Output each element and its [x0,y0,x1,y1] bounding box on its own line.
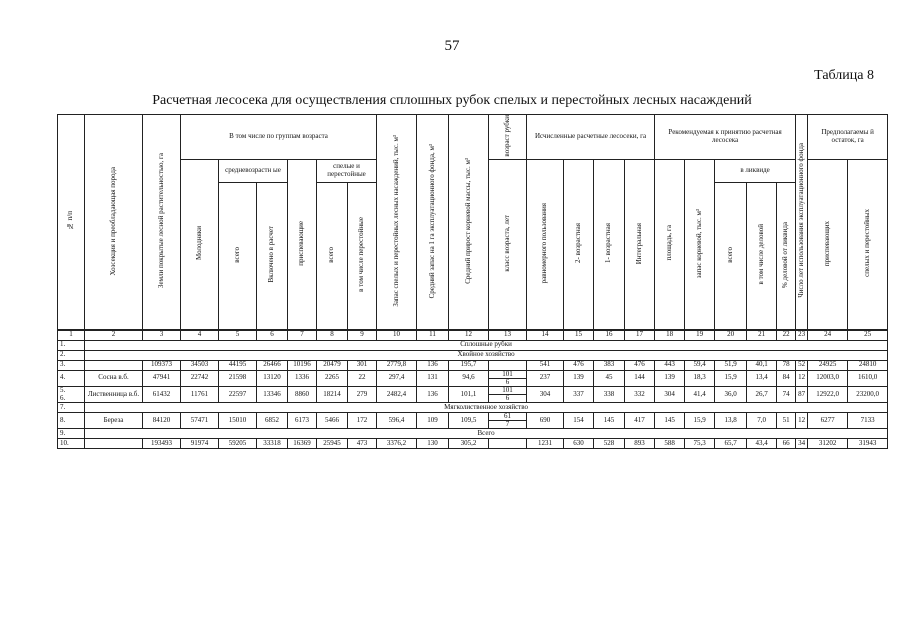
value-cell: 13,8 [715,413,747,429]
section-label: Всего [85,429,888,439]
header-remainder: Предполагаемы й остаток, га [808,115,888,160]
value-cell: 7,0 [747,413,777,429]
value-cell: 7133 [848,413,888,429]
value-cell: 237 [527,370,564,386]
header-avg-stock: Средний запас на 1 га эксплуатационного фонда, м³ [417,115,449,330]
value-cell: 13346 [257,386,288,402]
header-age-groups: В том числе по группам возраста [181,115,377,160]
header-liquid-total: всего [715,182,747,330]
value-cell: 18214 [317,386,348,402]
value-cell: 84120 [143,413,181,429]
age-class-cell [489,370,527,386]
column-number: 15 [564,330,594,341]
value-cell: 3376,2 [377,439,417,449]
species-cell: Лиственница в.б. [85,386,143,402]
value-cell: 26,7 [747,386,777,402]
value-cell: 8860 [288,386,317,402]
header-row-number: № п/п [58,115,85,330]
row-number: 9. [58,429,85,439]
value-cell: 1231 [527,439,564,449]
age-class-cell [489,439,527,449]
header-uniform-use: равномерного пользования [527,159,564,330]
value-cell: 109373 [143,360,181,370]
header-overmature: в том числе перестойные [348,182,377,330]
value-cell: 1336 [288,370,317,386]
age-class-cell [489,360,527,370]
value-cell: 476 [625,360,655,370]
table-row [58,360,888,370]
column-number: 18 [655,330,685,341]
value-cell: 12 [796,413,808,429]
header-forested-land: Земли покрытые лесной растительностью, га [143,115,181,330]
column-number: 13 [489,330,527,341]
header-one-age: 1- возрастная [594,159,625,330]
value-cell: 109,5 [449,413,489,429]
species-cell [85,439,143,449]
age-class-cell [489,413,527,429]
table-row [58,386,888,402]
section-row [58,350,888,360]
value-cell: 74 [777,386,796,402]
value-cell: 144 [625,370,655,386]
value-cell: 18,3 [685,370,715,386]
value-cell: 528 [594,439,625,449]
value-cell: 130 [417,439,449,449]
value-cell: 31943 [848,439,888,449]
row-number: 2. [58,350,85,360]
value-cell: 61432 [143,386,181,402]
value-cell: 588 [655,439,685,449]
value-cell: 443 [655,360,685,370]
value-cell: 66 [777,439,796,449]
value-cell: 15,9 [685,413,715,429]
value-cell: 34 [796,439,808,449]
value-cell: 13120 [257,370,288,386]
table-body [58,330,888,449]
value-cell: 145 [655,413,685,429]
column-number: 22 [777,330,796,341]
value-cell: 47941 [143,370,181,386]
column-number: 24 [808,330,848,341]
value-cell: 15,9 [715,370,747,386]
value-cell: 109 [417,413,449,429]
header-integral: Интегральная [625,159,655,330]
header-liquid-business: в том числе деловой [747,182,777,330]
table-label: Таблица 8 [814,68,874,83]
row-number: 3. [58,360,85,370]
value-cell: 20479 [317,360,348,370]
value-cell: 5466 [317,413,348,429]
value-cell: 338 [594,386,625,402]
value-cell: 59205 [219,439,257,449]
value-cell: 43,4 [747,439,777,449]
age-fraction [489,371,526,386]
column-number: 23 [796,330,808,341]
value-cell: 139 [655,370,685,386]
value-cell: 139 [564,370,594,386]
table-row [58,413,888,429]
column-number: 16 [594,330,625,341]
row-number: 7. [58,403,85,413]
value-cell: 6277 [808,413,848,429]
value-cell: 24925 [808,360,848,370]
header-two-age: 2- возрастная [564,159,594,330]
value-cell: 75,3 [685,439,715,449]
value-cell: 893 [625,439,655,449]
header-avg-growth: Средний прирост корневой массы, тыс. м³ [449,115,489,330]
age-fraction [489,387,526,402]
column-number: 17 [625,330,655,341]
allowable-cut-table [57,114,888,449]
header-mature-stock: Запас спелых и перестойных лесных насаждений, тыс. м³ [377,115,417,330]
section-row [58,340,888,350]
value-cell: 11761 [181,386,219,402]
section-row [58,403,888,413]
document-title: Расчетная лесосека для осуществления сплошных рубок спелых и перестойных лесных насаждений [152,93,752,108]
column-number: 6 [257,330,288,341]
header-calculated-cut: Исчисленные расчетные лесосеки, га [527,115,655,160]
value-cell: 24810 [848,360,888,370]
header-cutting-age: возраст рубки [489,115,527,160]
column-number: 9 [348,330,377,341]
value-cell: 84 [777,370,796,386]
species-cell: Береза [85,413,143,429]
header-years-of-use: Число лет использования эксплуатационного фонда [796,115,808,330]
row-number: 1. [58,340,85,350]
value-cell: 332 [625,386,655,402]
value-cell: 44195 [219,360,257,370]
value-cell: 65,7 [715,439,747,449]
header-age-class: класс возраста, лет [489,159,527,330]
header-maturing: приспевающие [288,159,317,330]
species-cell [85,360,143,370]
value-cell: 172 [348,413,377,429]
value-cell: 383 [594,360,625,370]
value-cell: 1610,0 [848,370,888,386]
column-number: 25 [848,330,888,341]
row-number: 8. [58,413,85,429]
header-liquid: в ликвиде [715,159,796,182]
value-cell: 2779,8 [377,360,417,370]
value-cell: 34503 [181,360,219,370]
table-header [58,115,888,330]
value-cell: 91974 [181,439,219,449]
section-label: Мягколиственное хозяйство [85,403,888,413]
section-row [58,429,888,439]
row-number-bottom: 6. [60,393,66,402]
column-number: 20 [715,330,747,341]
value-cell: 52 [796,360,808,370]
row-number-top: 5. [60,386,66,394]
value-cell: 630 [564,439,594,449]
value-cell: 304 [527,386,564,402]
value-cell: 25945 [317,439,348,449]
header-middle-total: всего [219,182,257,330]
row-number: 10. [58,439,85,449]
value-cell: 26466 [257,360,288,370]
value-cell: 45 [594,370,625,386]
value-cell: 690 [527,413,564,429]
column-number: 1 [58,330,85,341]
header-middle-included: Включено в расчет [257,182,288,330]
age-fraction-top: 101 [489,371,526,379]
column-number: 7 [288,330,317,341]
header-middle-aged: средневозрастн ые [219,159,288,182]
value-cell: 301 [348,360,377,370]
value-cell: 195,7 [449,360,489,370]
value-cell: 23200,0 [848,386,888,402]
header-remainder-mature: спелых и перестойных [848,159,888,330]
header-area: площадь, га [655,159,685,330]
value-cell: 15010 [219,413,257,429]
age-fraction-top: 61 [489,413,526,421]
header-mature-overmature: спелые и перестойные [317,159,377,182]
value-cell: 59,4 [685,360,715,370]
value-cell: 36,0 [715,386,747,402]
column-number: 4 [181,330,219,341]
value-cell: 33318 [257,439,288,449]
value-cell: 51 [777,413,796,429]
value-cell: 41,4 [685,386,715,402]
section-label: Сплошные рубки [85,340,888,350]
value-cell: 305,2 [449,439,489,449]
value-cell: 473 [348,439,377,449]
age-fraction-bottom: 6 [505,394,510,403]
age-fraction [489,413,526,428]
column-number: 11 [417,330,449,341]
column-number: 10 [377,330,417,341]
age-fraction-bottom: 6 [505,377,510,386]
age-class-cell [489,386,527,402]
column-number: 3 [143,330,181,341]
value-cell: 87 [796,386,808,402]
value-cell: 13,4 [747,370,777,386]
value-cell: 596,4 [377,413,417,429]
value-cell: 6852 [257,413,288,429]
species-cell: Сосна в.б. [85,370,143,386]
value-cell: 193493 [143,439,181,449]
value-cell: 22 [348,370,377,386]
value-cell: 297,4 [377,370,417,386]
header-business-percent: % деловой от ликвида [777,182,796,330]
value-cell: 476 [564,360,594,370]
column-number: 19 [685,330,715,341]
header-young-stands: Молодняки [181,159,219,330]
value-cell: 40,1 [747,360,777,370]
column-number: 2 [85,330,143,341]
header-section-species: Хозсекция и преобладающая порода [85,115,143,330]
row-number [58,386,85,402]
column-number: 21 [747,330,777,341]
age-fraction-bottom: 7 [505,420,510,429]
column-numbers-row [58,330,888,341]
value-cell: 2482,4 [377,386,417,402]
value-cell: 51,9 [715,360,747,370]
value-cell: 22742 [181,370,219,386]
column-number: 8 [317,330,348,341]
value-cell: 145 [594,413,625,429]
column-number: 14 [527,330,564,341]
value-cell: 78 [777,360,796,370]
header-root-stock: запас корневой, тыс. м³ [685,159,715,330]
value-cell: 6173 [288,413,317,429]
table-row [58,370,888,386]
value-cell: 12003,0 [808,370,848,386]
header-remainder-maturing: приспевающих [808,159,848,330]
header-recommended-cut: Рекомендуемая к принятию расчетная лесосека [655,115,796,160]
value-cell: 154 [564,413,594,429]
value-cell: 136 [417,360,449,370]
value-cell: 12922,0 [808,386,848,402]
table-row [58,439,888,449]
value-cell: 16369 [288,439,317,449]
value-cell: 94,6 [449,370,489,386]
value-cell: 31202 [808,439,848,449]
value-cell: 21598 [219,370,257,386]
value-cell: 57471 [181,413,219,429]
page-number: 57 [444,38,460,54]
value-cell: 22597 [219,386,257,402]
value-cell: 279 [348,386,377,402]
value-cell: 541 [527,360,564,370]
value-cell: 10196 [288,360,317,370]
column-number: 5 [219,330,257,341]
header-mature-total: всего [317,182,348,330]
section-label: Хвойное хозяйство [85,350,888,360]
value-cell: 2265 [317,370,348,386]
value-cell: 417 [625,413,655,429]
value-cell: 136 [417,386,449,402]
value-cell: 12 [796,370,808,386]
age-fraction-top: 101 [489,387,526,395]
value-cell: 304 [655,386,685,402]
row-number: 4. [58,370,85,386]
value-cell: 337 [564,386,594,402]
column-number: 12 [449,330,489,341]
value-cell: 101,1 [449,386,489,402]
value-cell: 131 [417,370,449,386]
